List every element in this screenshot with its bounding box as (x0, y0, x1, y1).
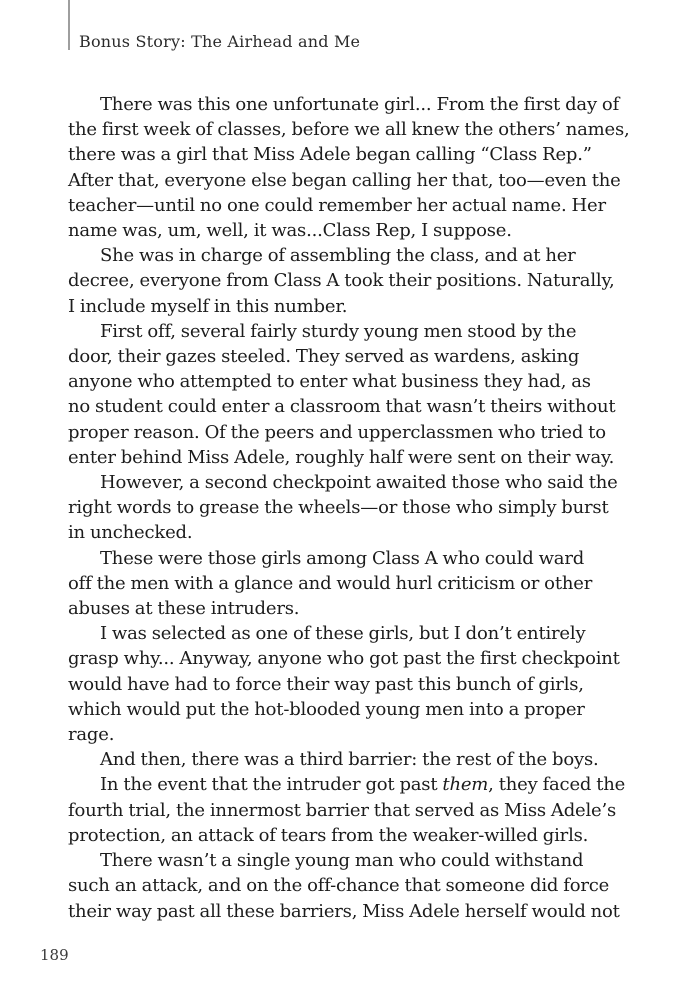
text-line: right words to grease the wheels—or those who simply burst (68, 497, 609, 519)
paragraph (68, 319, 643, 470)
text-line: there was a girl that Miss Adele began calling “Class Rep.” (68, 144, 592, 166)
text-line: such an attack, and on the off-chance that someone did force (68, 875, 610, 897)
text-run: , they faced the (488, 774, 626, 796)
paragraph (68, 243, 643, 319)
text-line: door, their gazes steeled. They served as wardens, asking (68, 346, 580, 368)
page-number: 189 (40, 946, 69, 964)
body-text (68, 92, 643, 924)
paragraph (68, 621, 643, 747)
paragraph (68, 470, 643, 546)
text-line: After that, everyone else began calling her that, too—even the (68, 169, 621, 191)
chapter-title: Bonus Story: The Airhead and Me (79, 32, 361, 51)
text-line: their way past all these barriers, Miss Adele herself would not (68, 900, 620, 922)
text-line: name was, um, well, it was...Class Rep, I suppose. (68, 220, 512, 242)
text-line: would have had to force their way past this bunch of girls, (68, 673, 584, 695)
text-line: proper reason. Of the peers and upperclassmen who tried to (68, 421, 606, 443)
paragraph (68, 747, 643, 772)
text-line: teacher—until no one could remember her actual name. Her (68, 194, 606, 216)
text-run: them (442, 774, 489, 796)
text-line: fourth trial, the innermost barrier that served as Miss Adele’s (68, 799, 617, 821)
text-run: In the event that the intruder got past (100, 774, 443, 796)
paragraph (68, 92, 643, 243)
text-line: There was this one unfortunate girl... From the first day of (100, 94, 620, 115)
text-line: There wasn’t a single young man who could withstand (100, 850, 584, 872)
text-line: which would put the hot-blooded young men into a proper (68, 698, 585, 720)
text-line (68, 772, 643, 797)
text-line: I was selected as one of these girls, but I don’t entirely (100, 623, 586, 645)
paragraph (68, 772, 643, 848)
text-line: However, a second checkpoint awaited those who said the (100, 472, 618, 494)
text-line: decree, everyone from Class A took their positions. Naturally, (68, 270, 615, 292)
text-line: protection, an attack of tears from the weaker-willed girls. (68, 824, 589, 846)
text-line: And then, there was a third barrier: the rest of the boys. (100, 749, 599, 771)
text-line: abuses at these intruders. (68, 598, 300, 620)
text-line: I include myself in this number. (68, 295, 348, 317)
text-line: rage. (68, 724, 115, 746)
text-line: anyone who attempted to enter what business they had, as (68, 371, 591, 393)
paragraph (68, 848, 643, 924)
text-line: off the men with a glance and would hurl criticism or other (68, 572, 593, 594)
text-line: She was in charge of assembling the class, and at her (100, 245, 576, 267)
text-line: These were those girls among Class A who could ward (100, 547, 585, 569)
text-line: the first week of classes, before we all knew the others’ names, (68, 119, 630, 141)
text-line: enter behind Miss Adele, roughly half were sent on their way. (68, 446, 615, 468)
paragraph (68, 546, 643, 622)
chapter-header-rule (68, 0, 70, 50)
text-line: no student could enter a classroom that wasn’t theirs without (68, 396, 616, 418)
text-line: First off, several fairly sturdy young men stood by the (100, 320, 577, 342)
text-line: grasp why... Anyway, anyone who got past the first checkpoint (68, 648, 620, 670)
text-line: in unchecked. (68, 522, 193, 544)
